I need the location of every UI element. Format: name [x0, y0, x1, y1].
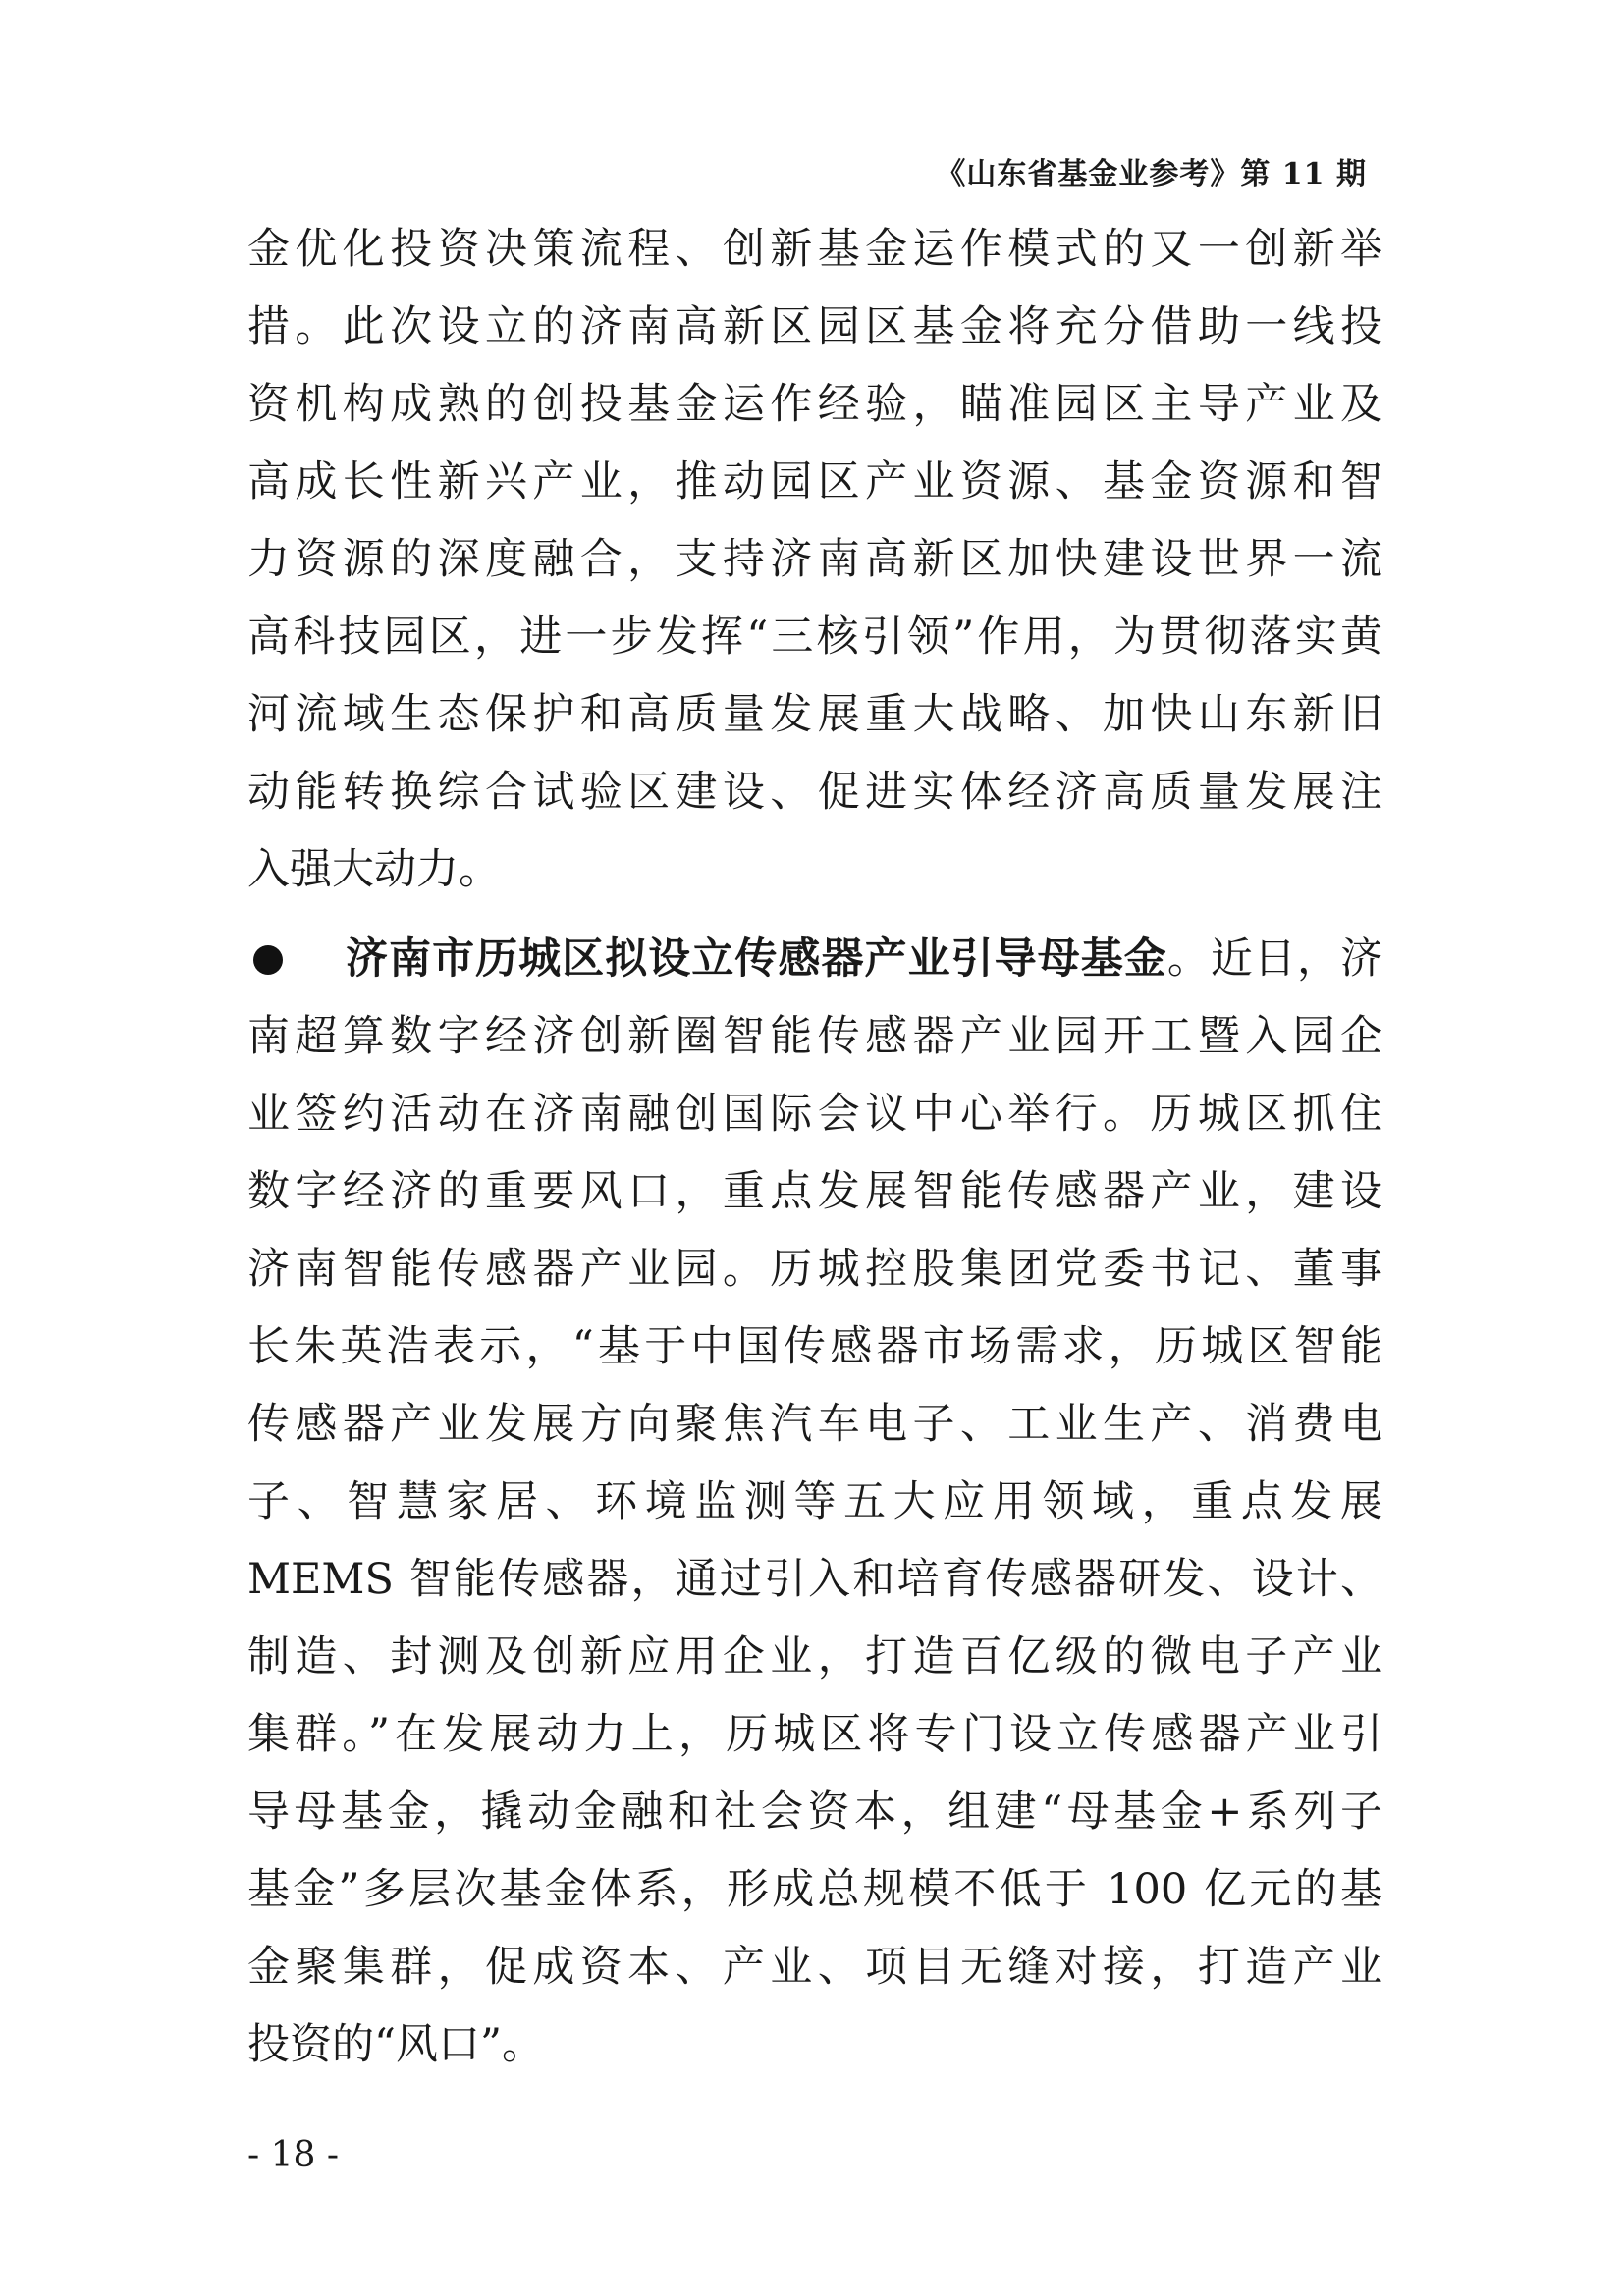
- news-item-heading: 济南市历城区拟设立传感器产业引导母基金: [346, 934, 1167, 984]
- publication-issue-header: 《山东省基金业参考》第 11 期: [936, 157, 1367, 191]
- paragraph-line: 金聚集群，促成资本、产业、项目无缝对接，打造产业: [247, 1943, 1382, 1992]
- paragraph-line: 高成长性新兴产业，推动园区产业资源、基金资源和智: [247, 457, 1382, 507]
- paragraph-line: 动能转换综合试验区建设、促进实体经济高质量发展注: [247, 768, 1382, 817]
- paragraph-line: 入强大动力。: [247, 845, 501, 894]
- paragraph-line: 导母基金，撬动金融和社会资本，组建“母基金+系列子: [247, 1788, 1382, 1837]
- paragraph-line: 制造、封测及创新应用企业，打造百亿级的微电子产业: [247, 1632, 1382, 1682]
- paragraph-line: 基金”多层次基金体系，形成总规模不低于 100 亿元的基: [247, 1865, 1382, 1914]
- paragraph-sensor-fund: [247, 921, 1382, 2084]
- paragraph-line: 高科技园区，进一步发挥“三核引领”作用，为贯彻落实黄: [247, 613, 1382, 662]
- paragraph-line: MEMS 智能传感器，通过引入和培育传感器研发、设计、: [247, 1555, 1382, 1604]
- paragraph-park-fund: [247, 211, 1382, 909]
- page-number: - 18 -: [247, 2135, 340, 2175]
- paragraph-line: 集群。”在发展动力上，历城区将专门设立传感器产业引: [247, 1710, 1382, 1759]
- paragraph-line: 力资源的深度融合，支持济南高新区加快建设世界一流: [247, 535, 1382, 584]
- bullet-heading-line: [247, 921, 1382, 998]
- paragraph-line: 投资的“风口”。: [247, 2020, 544, 2069]
- paragraph-line: 传感器产业发展方向聚焦汽车电子、工业生产、消费电: [247, 1400, 1382, 1449]
- paragraph-line: 措。此次设立的济南高新区园区基金将充分借助一线投: [247, 302, 1382, 351]
- paragraph-line: 长朱英浩表示，“基于中国传感器市场需求，历城区智能: [247, 1322, 1382, 1371]
- news-item-lead: 。近日，济: [1166, 934, 1382, 984]
- bullet-line-text: [346, 921, 1382, 998]
- paragraph-line: 数字经济的重要风口，重点发展智能传感器产业，建设: [247, 1167, 1382, 1216]
- paragraph-line: 子、智慧家居、环境监测等五大应用领域，重点发展: [247, 1477, 1382, 1526]
- paragraph-line: 济南智能传感器产业园。历城控股集团党委书记、董事: [247, 1245, 1382, 1294]
- bullet-dot-icon: [253, 945, 283, 975]
- paragraph-line: 河流域生态保护和高质量发展重大战略、加快山东新旧: [247, 690, 1382, 739]
- paragraph-line: 资机构成熟的创投基金运作经验，瞄准园区主导产业及: [247, 380, 1382, 429]
- paragraph-line: 业签约活动在济南融创国际会议中心举行。历城区抓住: [247, 1090, 1382, 1139]
- paragraph-line: 金优化投资决策流程、创新基金运作模式的又一创新举: [247, 225, 1382, 274]
- paragraph-line: 南超算数字经济创新圈智能传感器产业园开工暨入园企: [247, 1012, 1382, 1061]
